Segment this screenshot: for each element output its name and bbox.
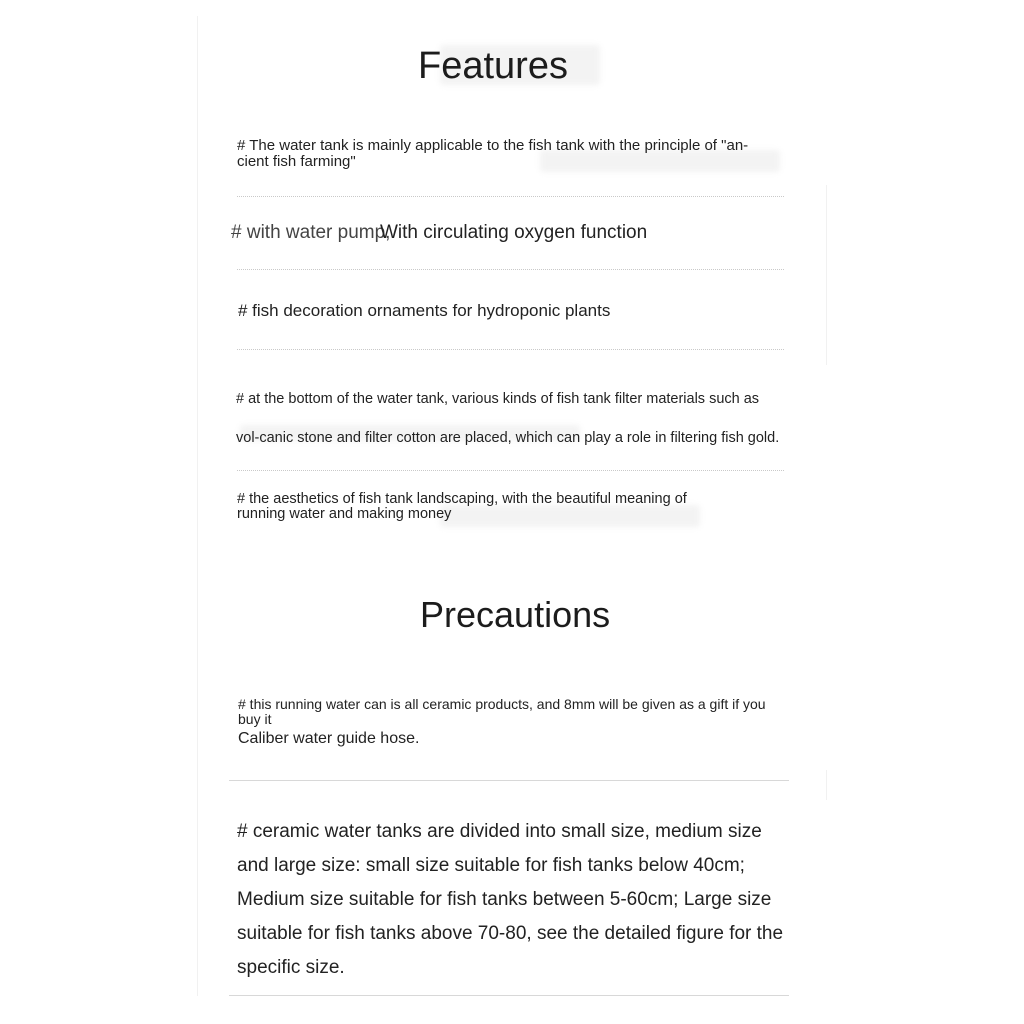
feature-divider [237,269,784,270]
precaution-item-1-continuation: Caliber water guide hose. [238,730,420,747]
feature-divider [237,196,784,197]
left-edge-line [197,16,198,996]
right-edge-line [826,770,827,800]
precaution-item-1 [238,697,786,749]
feature-item-5: # the aesthetics of fish tank landscaping, with the beautiful meaning of running water and making money [237,491,687,522]
features-title: Features [418,45,568,87]
feature-item-2-prefix: # with water pump, [231,222,391,243]
feature-divider [237,349,784,350]
feature-divider [237,470,784,471]
feature-item-2-text: With circulating oxygen function [380,222,648,243]
precaution-divider [229,780,789,781]
precaution-item-1-text: # this running water can is all ceramic products, and 8mm will be given as a gift if you buy it [238,696,766,727]
feature-item-4: # at the bottom of the water tank, various kinds of fish tank filter materials such as vol-canic stone and filter cotton are placed, which can play a role in filtering fish gold. [236,391,780,446]
feature-item-3: # fish decoration ornaments for hydroponic plants [238,301,611,320]
right-edge-line [826,185,827,365]
precaution-item-2: # ceramic water tanks are divided into small size, medium size and large size: small size suitable for fish tanks below 40cm; Medium size suitable for fish tanks between 5-60cm; Large size suitable for fish tanks above 70-80, see the detailed figure for the specific size. [237,821,784,978]
feature-item-1: # The water tank is mainly applicable to the fish tank with the principle of "an-cient fish farming" [237,137,749,170]
precaution-divider [229,995,789,996]
precautions-title: Precautions [420,594,611,635]
feature-item-2 [231,222,648,244]
